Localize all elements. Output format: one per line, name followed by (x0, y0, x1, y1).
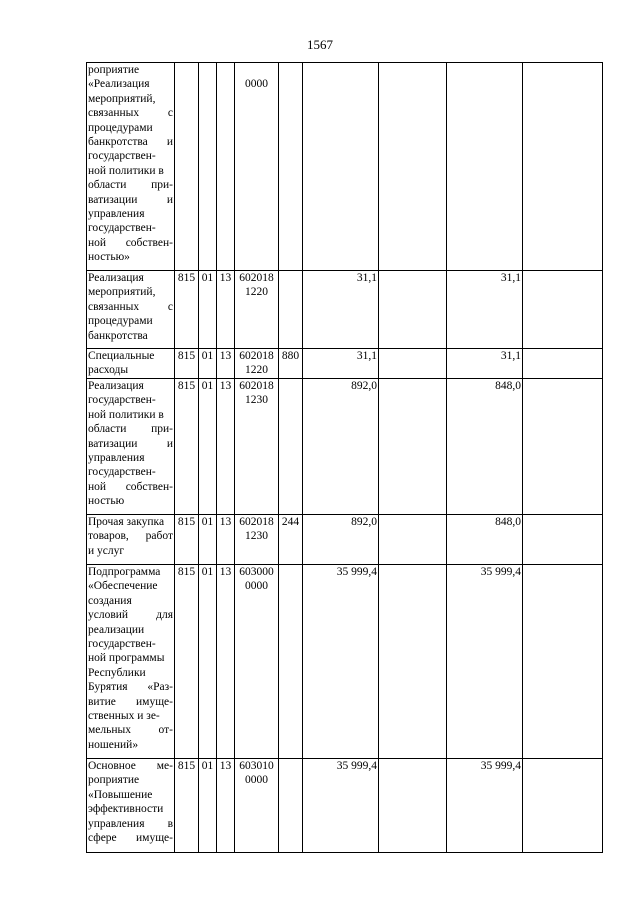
empty-cell (379, 349, 447, 379)
target-article-cell (235, 349, 279, 379)
target-article-line: 602018 (239, 516, 274, 528)
row-name-line: банкротства и (88, 136, 173, 149)
table-row (87, 271, 603, 349)
amount-cell-1: 35 999,4 (303, 565, 379, 759)
row-name-line: «Обеспечение (88, 580, 158, 593)
grbs-cell: 815 (175, 565, 199, 759)
row-name-line: ношений» (88, 738, 139, 751)
row-name-line: эффективности (88, 803, 164, 816)
table-body (87, 63, 603, 853)
table-row (87, 349, 603, 379)
target-article-cell (235, 379, 279, 515)
row-name-line: Бурятия «Раз- (88, 681, 173, 694)
section-cell: 01 (199, 565, 217, 759)
row-name-line: управления в (88, 817, 173, 830)
row-name-line: расходы (88, 364, 129, 377)
row-name-line: Основное ме- (88, 760, 173, 772)
expense-type-cell (279, 63, 303, 271)
target-article-line: 0000 (245, 580, 268, 593)
target-article-line: 602018 (239, 380, 274, 392)
row-name-line: ной политики в (88, 408, 164, 421)
subsection-cell (217, 63, 235, 271)
amount-cell-1: 31,1 (303, 349, 379, 379)
expense-type-cell (279, 271, 303, 349)
row-name-line: ной программы (88, 652, 165, 665)
row-name-line: государствен- (88, 150, 156, 163)
target-article-line: 603010 (239, 760, 274, 772)
row-name-line: Прочая закупка (88, 516, 165, 528)
table-row (87, 515, 603, 565)
expense-type-cell (279, 565, 303, 759)
row-name-line: ственных и зе- (88, 710, 160, 723)
row-name-line: товаров, работ (88, 530, 173, 543)
empty-cell (523, 759, 603, 853)
target-article-line: 603000 (239, 566, 274, 578)
target-article-line: 0000 (245, 78, 268, 90)
amount-cell-2 (447, 63, 523, 271)
row-name-line: ной политики в (88, 164, 164, 177)
subsection-cell: 13 (217, 565, 235, 759)
expense-type-cell (279, 379, 303, 515)
grbs-cell: 815 (175, 379, 199, 515)
row-name-line: сфере имуще- (88, 832, 173, 845)
grbs-cell: 815 (175, 759, 199, 853)
target-article-line: 1220 (245, 286, 268, 299)
empty-cell (379, 515, 447, 565)
target-article-line: 602018 (239, 350, 274, 362)
row-name-line: ной собствен- (88, 480, 173, 493)
table-row (87, 379, 603, 515)
target-article-cell (235, 759, 279, 853)
row-name-line: области при- (88, 179, 173, 192)
empty-cell (523, 349, 603, 379)
section-cell: 01 (199, 349, 217, 379)
row-name-line: Республики (88, 666, 146, 679)
row-name-line: создания (88, 594, 132, 607)
row-name-line: ватизации и (88, 193, 173, 206)
subsection-cell: 13 (217, 349, 235, 379)
row-name-line: ватизации и (88, 437, 173, 450)
section-cell: 01 (199, 379, 217, 515)
empty-cell (523, 565, 603, 759)
row-name-line: Специальные (88, 350, 155, 362)
amount-cell-2: 35 999,4 (447, 565, 523, 759)
subsection-cell: 13 (217, 379, 235, 515)
row-name-line: роприятие (88, 64, 140, 76)
row-name-line: витие имуще- (88, 695, 173, 708)
empty-cell (523, 63, 603, 271)
empty-cell (379, 565, 447, 759)
target-article-cell (235, 271, 279, 349)
row-name-line: мероприятий, (88, 286, 156, 299)
row-name-line: ностью (88, 495, 125, 508)
row-name-line: связанных с (88, 300, 173, 313)
row-name-line: мероприятий, (88, 92, 156, 105)
row-name (87, 63, 175, 271)
row-name-line: государствен- (88, 638, 156, 651)
expense-type-cell (279, 759, 303, 853)
target-article-line: 1220 (245, 364, 268, 377)
row-name (87, 271, 175, 349)
amount-cell-1: 892,0 (303, 515, 379, 565)
amount-cell-1: 31,1 (303, 271, 379, 349)
target-article-line: 1230 (245, 394, 268, 407)
row-name-line: государствен- (88, 466, 156, 479)
amount-cell-1 (303, 63, 379, 271)
row-name-line: реализации (88, 623, 145, 636)
target-article-cell (235, 515, 279, 565)
row-name (87, 565, 175, 759)
grbs-cell (175, 63, 199, 271)
table-row (87, 63, 603, 271)
expense-type-cell: 880 (279, 349, 303, 379)
row-name-line: ной собствен- (88, 236, 173, 249)
empty-cell (379, 63, 447, 271)
amount-cell-2: 848,0 (447, 379, 523, 515)
empty-cell (523, 379, 603, 515)
row-name-line: государствен- (88, 222, 156, 235)
target-article-line: 0000 (245, 774, 268, 787)
row-name-line: процедурами (88, 315, 153, 328)
section-cell: 01 (199, 515, 217, 565)
row-name (87, 379, 175, 515)
row-name (87, 349, 175, 379)
row-name-line: и услуг (88, 544, 125, 557)
subsection-cell: 13 (217, 515, 235, 565)
amount-cell-2: 31,1 (447, 349, 523, 379)
row-name-line: «Реализация (88, 78, 150, 91)
row-name-line: «Повышение (88, 788, 153, 801)
subsection-cell: 13 (217, 759, 235, 853)
section-cell: 01 (199, 271, 217, 349)
subsection-cell: 13 (217, 271, 235, 349)
expense-type-cell: 244 (279, 515, 303, 565)
section-cell (199, 63, 217, 271)
target-article-line (236, 63, 277, 77)
row-name-line: условий для (88, 609, 173, 622)
row-name-line: управления (88, 208, 145, 221)
page-number: 1567 (307, 37, 333, 52)
empty-cell (379, 759, 447, 853)
row-name-line: ностью» (88, 251, 130, 264)
budget-table (86, 62, 603, 853)
amount-cell-2: 848,0 (447, 515, 523, 565)
empty-cell (379, 379, 447, 515)
empty-cell (523, 271, 603, 349)
amount-cell-1: 35 999,4 (303, 759, 379, 853)
row-name-line: Реализация (88, 272, 144, 284)
row-name (87, 515, 175, 565)
target-article-line: 602018 (239, 272, 274, 284)
target-article-line: 1230 (245, 530, 268, 543)
table-row (87, 565, 603, 759)
amount-cell-1: 892,0 (303, 379, 379, 515)
target-article-cell (235, 565, 279, 759)
row-name-line: управления (88, 452, 145, 465)
amount-cell-2: 31,1 (447, 271, 523, 349)
table-row (87, 759, 603, 853)
row-name-line: банкротства (88, 329, 148, 342)
empty-cell (379, 271, 447, 349)
row-name-line: процедурами (88, 121, 153, 134)
section-cell: 01 (199, 759, 217, 853)
grbs-cell: 815 (175, 515, 199, 565)
row-name-line: роприятие (88, 774, 140, 787)
row-name-line: Подпрограмма (88, 566, 161, 578)
amount-cell-2: 35 999,4 (447, 759, 523, 853)
row-name-line: мельных от- (88, 724, 173, 737)
grbs-cell: 815 (175, 271, 199, 349)
row-name-line: области при- (88, 423, 173, 436)
empty-cell (523, 515, 603, 565)
grbs-cell: 815 (175, 349, 199, 379)
row-name-line: Реализация (88, 380, 144, 392)
row-name-line: связанных с (88, 107, 173, 120)
target-article-cell (235, 63, 279, 271)
row-name-line: государствен- (88, 394, 156, 407)
row-name (87, 759, 175, 853)
